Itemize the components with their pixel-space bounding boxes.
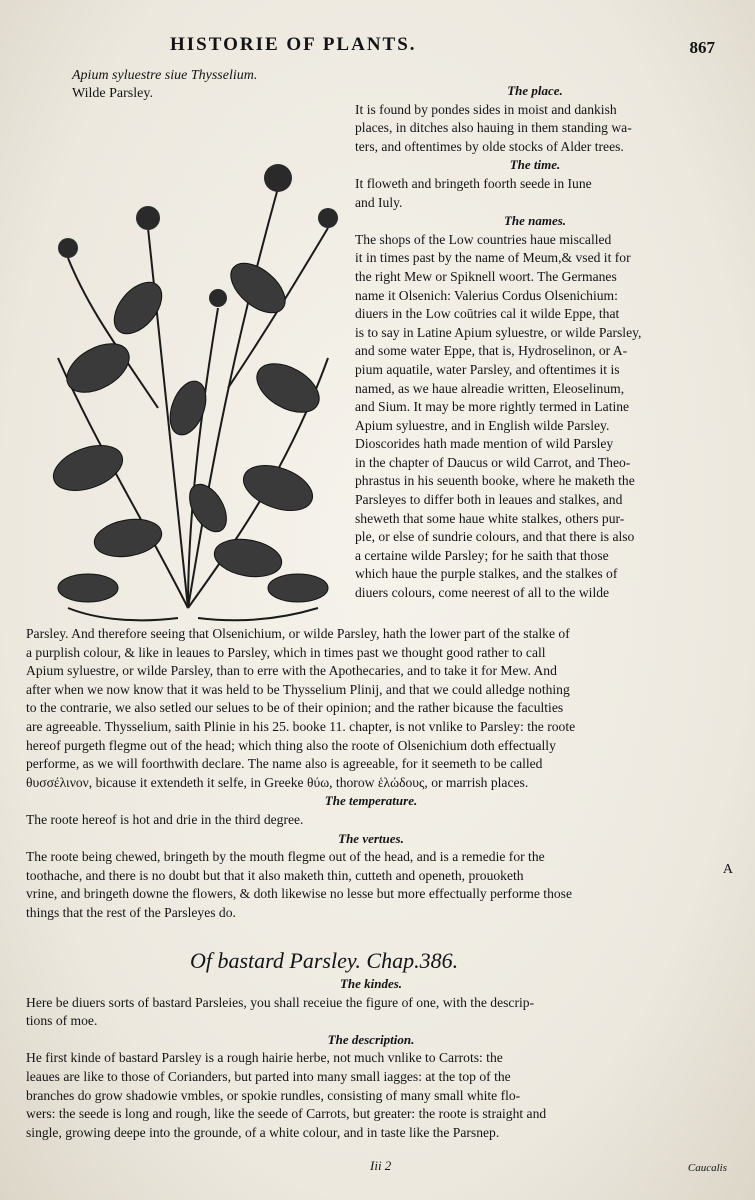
text-line: in the chapter of Daucus or wild Carrot, and Theo- <box>355 454 631 470</box>
page-number: 867 <box>689 38 715 57</box>
text-line: places, in ditches also hauing in them standing wa- <box>355 120 632 136</box>
heading-temperature: The temperature. <box>324 793 418 809</box>
text-line: toothache, and there is no doubt but that it also maketh thin, cutteth and openeth, prouoketh <box>26 867 524 883</box>
text-line: Here be diuers sorts of bastard Parsleies, you shall receiue the figure of one, with the descrip- <box>26 994 535 1010</box>
chapter-title: Of bastard Parsley. Chap.386. <box>190 948 459 973</box>
text-line: The shops of the Low countries haue miscalled <box>355 231 612 247</box>
text-line: Apium syluestre, or wilde Parsley, than to erre with the Apothecaries, and to take it for Mew. And <box>26 663 557 679</box>
text-line: to the contrarie, we also setled our selues to be of their opinion; and the rather bicause the faculties <box>26 700 564 716</box>
heading-place: The place. <box>507 83 563 98</box>
text-line: Apium syluestre, and in English wilde Parsley. <box>355 417 610 433</box>
text-line: named, as we haue alreadie written, Eleoselinum, <box>355 380 625 396</box>
text-line: hereof purgeth flegme out of the head; which thing also the roote of Olsenichium doth effectually <box>26 737 556 753</box>
text-line: vrine, and bringeth downe the flowers, & doth likewise no lesse but more effectually performe those <box>26 886 572 902</box>
text-line: is to say in Latine Apium syluestre, or wilde Parsley, <box>355 324 642 340</box>
text-line: It floweth and bringeth foorth seede in Iune <box>355 175 592 191</box>
text-line: it in times past by the name of Meum,& vsed it for <box>355 250 631 266</box>
text-line: It is found by pondes sides in moist and dankish <box>355 101 617 117</box>
text-line: name it Olsenich: Valerius Cordus Olsenichium: <box>355 287 618 303</box>
text-line: He first kinde of bastard Parsley is a rough hairie herbe, not much vnlike to Carrots: the <box>26 1050 503 1066</box>
text-line: Parsleyes to differ both in leaues and stalkes, and <box>355 492 623 508</box>
text-line: tions of moe. <box>26 1013 98 1029</box>
full-width-text <box>26 625 716 923</box>
text-line: performe, as we will foorthwith declare. The name also is agreeable, for it seemeth to be called <box>26 756 543 772</box>
text-line: are agreeable. Thysselium, saith Plinie in his 25. booke 11. chapter, is not vnlike to Parsley: the roote <box>26 718 576 734</box>
text-line: and Iuly. <box>355 194 403 210</box>
figure-caption-latin: Apium syluestre siue Thysselium. <box>72 68 258 83</box>
text-line: The roote being chewed, bringeth by the mouth flegme out of the head, and is a remedie for the <box>26 849 545 865</box>
text-line: ters, and oftentimes by olde stocks of Alder trees. <box>355 138 624 154</box>
figure-caption-english: Wilde Parsley. <box>72 86 153 101</box>
heading-description: The description. <box>327 1031 415 1047</box>
text-line: and Sium. It may be more rightly termed in Latine <box>355 399 630 415</box>
text-line: branches do grow shadowie vmbles, or spokie rundles, consisting of many small white flo- <box>26 1087 521 1103</box>
text-line: θυσσέλινον, bicause it extendeth it selfe, in Greeke θύω, thorow ἑλώδους, or marrish places. <box>26 774 529 790</box>
wild-parsley-woodcut <box>28 108 348 628</box>
text-line: ple, or else of sundrie colours, and that there is also <box>355 529 635 545</box>
signature-mark: Iii 2 <box>370 1158 392 1173</box>
text-line: after when we now know that it was held to be Thysselium Plinij, and that we could alledge nothing <box>26 681 570 697</box>
heading-vertues: The vertues. <box>338 830 404 846</box>
text-line: Parsley. And therefore seeing that Olsenichium, or wilde Parsley, hath the lower part of the stalke of <box>26 626 570 641</box>
text-line: leaues are like to those of Corianders, but parted into many small iagges: at the top of the <box>26 1068 511 1084</box>
text-line: Dioscorides hath made mention of wild Parsley <box>355 436 614 452</box>
running-header: HISTORIE OF PLANTS. <box>170 34 417 55</box>
text-line: which haue the purple stalkes, and the stalkes of <box>355 566 618 582</box>
text-line: sheweth that some haue white stalkes, others pur- <box>355 510 625 526</box>
text-line: diuers in the Low coūtries cal it wilde Eppe, that <box>355 306 620 322</box>
text-line: The roote hereof is hot and drie in the third degree. <box>26 811 304 827</box>
heading-time: The time. <box>509 157 561 173</box>
text-line: a certaine wilde Parsley; for he saith that those <box>355 547 609 563</box>
text-line: things that the rest of the Parsleyes do. <box>26 904 236 920</box>
margin-letter: A <box>722 862 733 877</box>
text-line: a purplish colour, & like in leaues to Parsley, which in times past we thought good rather to call <box>26 644 546 660</box>
heading-names: The names. <box>503 213 567 229</box>
chapter-text <box>26 975 716 1142</box>
text-line: wers: the seede is long and rough, like the seede of Carrots, but greater: the roote is straight and <box>26 1106 547 1122</box>
text-line: pium aquatile, water Parsley, and oftentimes it is <box>355 361 620 377</box>
text-line: and some water Eppe, that is, Hydroselinon, or A- <box>355 343 628 359</box>
right-column-text <box>355 82 715 603</box>
text-line: diuers colours, come neerest of all to the wilde <box>355 585 610 601</box>
catchword: Caucalis <box>687 1162 727 1174</box>
text-line: single, growing deepe into the grounde, of a white colour, and in taste like the Parsnep. <box>26 1124 500 1140</box>
heading-kindes: The kindes. <box>339 976 403 991</box>
text-line: the right Mew or Spiknell woort. The Germanes <box>355 268 617 284</box>
text-line: phrastus in his seuenth booke, where he maketh the <box>355 473 635 489</box>
